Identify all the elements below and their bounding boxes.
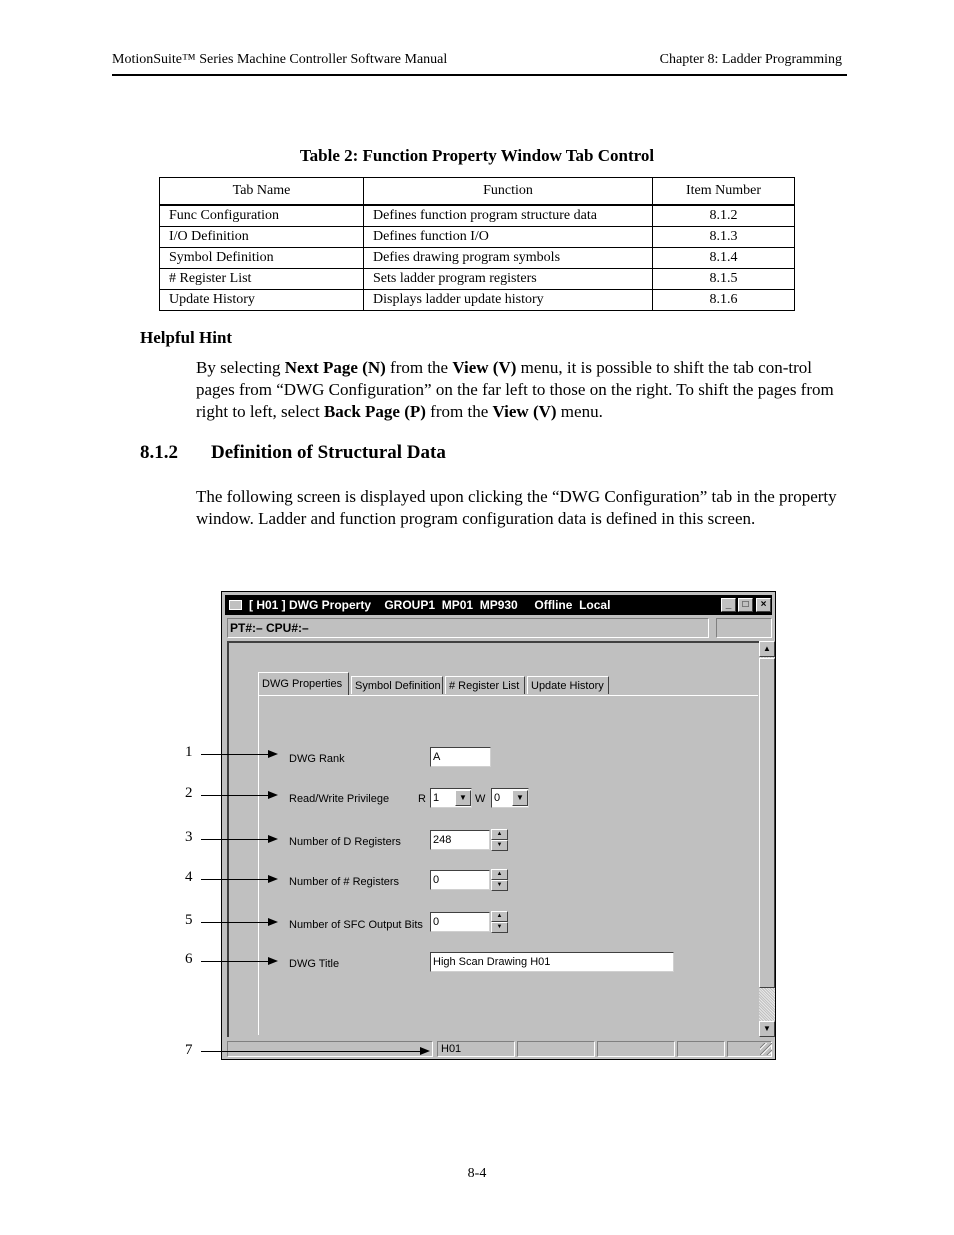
status-cell bbox=[677, 1041, 725, 1057]
table-cell: 8.1.5 bbox=[653, 269, 795, 290]
scroll-thumb[interactable] bbox=[759, 658, 775, 988]
pt-cpu-bar: PT#:– CPU#:– bbox=[227, 618, 709, 638]
column-header: Tab Name bbox=[160, 178, 364, 206]
sfc-output-bits-stepper[interactable] bbox=[491, 911, 508, 933]
d-registers-field[interactable]: 248 bbox=[430, 830, 490, 850]
callout-number: 3 bbox=[185, 829, 193, 845]
hint-bold: Back Page (P) bbox=[323, 402, 426, 421]
d-registers-label: Number of D Registers bbox=[289, 836, 401, 848]
window-menu-icon[interactable] bbox=[229, 600, 242, 610]
status-cell bbox=[227, 1041, 433, 1057]
table-caption: Table 2: Function Property Window Tab Control bbox=[299, 146, 655, 165]
sfc-output-bits-field[interactable]: 0 bbox=[430, 912, 490, 932]
spin-down-icon[interactable]: ▼ bbox=[491, 922, 508, 933]
callout-number: 6 bbox=[185, 951, 193, 967]
hint-text: By selecting bbox=[196, 358, 285, 377]
tab-dwg-properties[interactable]: DWG Properties bbox=[258, 672, 349, 696]
write-privilege-label: W bbox=[475, 793, 486, 805]
hint-bold: Next Page (N) bbox=[284, 358, 386, 377]
table-cell: Defines function program structure data bbox=[364, 205, 653, 227]
table-cell: 8.1.4 bbox=[653, 248, 795, 269]
section-title: Definition of Structural Data bbox=[211, 442, 446, 463]
status-cell-name: H01 bbox=[437, 1041, 515, 1057]
table-row bbox=[160, 269, 795, 290]
read-write-privilege-label: Read/Write Privilege bbox=[289, 793, 390, 805]
table-cell: Symbol Definition bbox=[160, 248, 364, 269]
callout-line bbox=[201, 754, 269, 755]
table-row bbox=[160, 227, 795, 248]
callout-line bbox=[201, 1051, 421, 1052]
table-cell: 8.1.3 bbox=[653, 227, 795, 248]
table-cell: Sets ladder program registers bbox=[364, 269, 653, 290]
section-body: The following screen is displayed upon clicking the “DWG Configuration” tab in the property window. Ladder and function program configuration data is defined in this screen. bbox=[196, 487, 837, 528]
hash-registers-field[interactable]: 0 bbox=[430, 870, 490, 890]
hint-text: from the bbox=[385, 358, 453, 377]
tab-register-list[interactable]: # Register List bbox=[445, 676, 525, 694]
dwg-title-label: DWG Title bbox=[289, 958, 340, 970]
hint-text: from the bbox=[425, 402, 493, 421]
hint-bold: View (V) bbox=[452, 358, 517, 377]
table-cell: Func Configuration bbox=[160, 205, 364, 227]
callout-line bbox=[201, 961, 269, 962]
read-privilege-dropdown-icon[interactable]: ▼ bbox=[455, 790, 471, 806]
scroll-down-icon[interactable]: ▼ bbox=[759, 1021, 775, 1037]
callout-number: 7 bbox=[185, 1042, 193, 1058]
dwg-property-window bbox=[221, 591, 776, 1060]
hint-bold: View (V) bbox=[492, 402, 557, 421]
status-cell bbox=[517, 1041, 595, 1057]
arrow-icon bbox=[268, 957, 278, 965]
hash-registers-stepper[interactable] bbox=[491, 869, 508, 891]
tab-symbol-definition[interactable]: Symbol Definition bbox=[351, 676, 443, 694]
arrow-icon bbox=[268, 875, 278, 883]
callout-line bbox=[201, 795, 269, 796]
table-cell: # Register List bbox=[160, 269, 364, 290]
section-heading bbox=[140, 442, 446, 464]
read-privilege-select[interactable]: 1 bbox=[430, 788, 472, 808]
window-client-area bbox=[227, 641, 759, 1037]
dwg-title-field[interactable]: High Scan Drawing H01 bbox=[430, 952, 674, 972]
callout-number: 5 bbox=[185, 912, 193, 928]
close-button[interactable]: × bbox=[756, 598, 771, 612]
arrow-icon bbox=[268, 918, 278, 926]
tab-panel-left-edge bbox=[258, 695, 259, 1035]
dwg-rank-label: DWG Rank bbox=[289, 753, 345, 765]
resize-grip-icon[interactable] bbox=[760, 1043, 772, 1055]
running-header-right: Chapter 8: Ladder Programming bbox=[659, 52, 842, 67]
maximize-button[interactable]: □ bbox=[738, 598, 753, 612]
callout-number: 2 bbox=[185, 785, 193, 801]
tab-update-history[interactable]: Update History bbox=[527, 676, 609, 694]
arrow-icon bbox=[268, 791, 278, 799]
column-header: Function bbox=[364, 178, 653, 206]
callout-line bbox=[201, 879, 269, 880]
table-row bbox=[160, 248, 795, 269]
table-cell: Defies drawing program symbols bbox=[364, 248, 653, 269]
spin-down-icon[interactable]: ▼ bbox=[491, 840, 508, 851]
callout-number: 4 bbox=[185, 869, 193, 885]
table-cell: Defines function I/O bbox=[364, 227, 653, 248]
spin-up-icon[interactable]: ▲ bbox=[491, 829, 508, 840]
spin-up-icon[interactable]: ▲ bbox=[491, 869, 508, 880]
pt-cpu-aux-box bbox=[716, 618, 772, 638]
table-row bbox=[160, 205, 795, 227]
d-registers-stepper[interactable] bbox=[491, 829, 508, 851]
window-title: [ H01 ] DWG Property GROUP1 MP01 MP930 Offline Local bbox=[249, 598, 611, 612]
hint-text: menu, it is possible to shift the tab con-trol pages from “DWG Configuration” on the far left to those on the right. To shift the pages from right to left, select bbox=[196, 358, 834, 421]
section-number: 8.1.2 bbox=[140, 442, 178, 463]
status-cell bbox=[597, 1041, 675, 1057]
callout-line bbox=[201, 839, 269, 840]
dwg-rank-field[interactable]: A bbox=[430, 747, 491, 767]
vertical-scrollbar[interactable] bbox=[759, 641, 775, 1037]
table-cell: Update History bbox=[160, 290, 364, 311]
arrow-icon bbox=[268, 750, 278, 758]
sfc-output-bits-label: Number of SFC Output Bits bbox=[289, 919, 423, 931]
table-row bbox=[160, 290, 795, 311]
arrow-icon bbox=[268, 835, 278, 843]
write-privilege-select[interactable]: 0 bbox=[491, 788, 529, 808]
helpful-hint-title: Helpful Hint bbox=[140, 328, 233, 347]
hint-text: menu. bbox=[556, 402, 603, 421]
running-header-left: MotionSuite™ Series Machine Controller Software Manual bbox=[112, 52, 448, 67]
table-cell: I/O Definition bbox=[160, 227, 364, 248]
window-title-bar bbox=[225, 595, 772, 615]
table-cell: 8.1.6 bbox=[653, 290, 795, 311]
callout-number: 1 bbox=[185, 744, 193, 760]
column-header: Item Number bbox=[653, 178, 795, 206]
minimize-button[interactable]: _ bbox=[721, 598, 736, 612]
spin-down-icon[interactable]: ▼ bbox=[491, 880, 508, 891]
table-cell: Displays ladder update history bbox=[364, 290, 653, 311]
arrow-icon bbox=[420, 1047, 430, 1055]
table-cell: 8.1.2 bbox=[653, 205, 795, 227]
status-bar bbox=[227, 1041, 772, 1057]
function-tab-table bbox=[159, 177, 795, 311]
write-privilege-dropdown-icon[interactable]: ▼ bbox=[512, 790, 528, 806]
hash-registers-label: Number of # Registers bbox=[289, 876, 400, 888]
spin-up-icon[interactable]: ▲ bbox=[491, 911, 508, 922]
tab-panel-top-edge bbox=[258, 695, 758, 696]
helpful-hint-body bbox=[196, 357, 846, 423]
header-rule bbox=[112, 74, 847, 76]
callout-line bbox=[201, 922, 269, 923]
scroll-up-icon[interactable]: ▲ bbox=[759, 641, 775, 657]
table-header-row bbox=[160, 178, 795, 206]
page-number: 8-4 bbox=[467, 1166, 487, 1181]
read-privilege-label: R bbox=[418, 793, 426, 805]
